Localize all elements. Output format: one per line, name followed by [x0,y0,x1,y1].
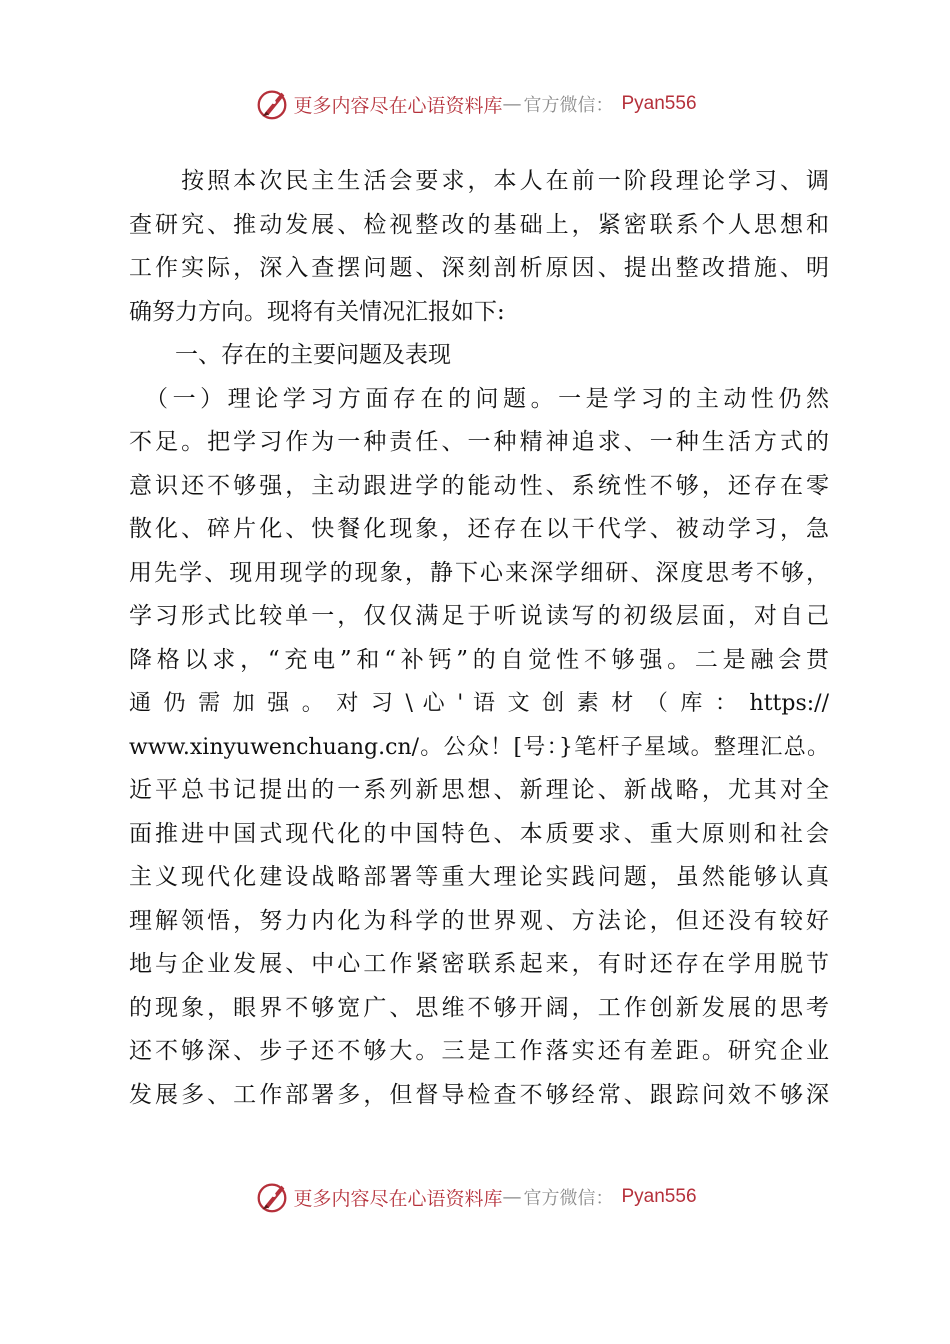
text-line: 按照本次民主生活会要求，本人在前一阶段理论学习、调 [129,168,829,194]
watermark-wechat-id: Pyan556 [621,1186,697,1207]
text-line: 工作实际，深入查摆问题、深刻剖析原因、提出整改措施、明 [129,255,829,281]
text-line: 学习形式比较单一，仅仅满足于听说读写的初级层面，对自己 [129,603,829,629]
section-heading: 一、存在的主要问题及表现 [129,342,451,368]
watermark-wechat-id: Pyan556 [621,93,697,114]
watermark-wechat-label: 官方微信： [523,95,614,116]
quill-pen-logo-icon [253,1178,291,1216]
watermark-dash: — [502,93,522,115]
text-line-url: www.xinyuwenchuang.cn/。公众！[号：}笔杆子星域。整理汇总。 [129,734,829,760]
text-line: 的现象，眼界不够宽广、思维不够开阔，工作创新发展的思考 [129,994,829,1021]
text-line: 主义现代化建设战略部署等重大理论实践问题，虽然能够认真 [129,864,829,890]
quill-pen-logo-icon [253,85,291,123]
text-line: 用先学、现用现学的现象，静下心来深学细研、深度思考不够， [129,559,829,586]
text-line: 降格以求，“充电”和“补钙”的自觉性不够强。二是融会贯 [129,646,829,673]
text-line: 确努力方向。现将有关情况汇报如下: [129,298,505,325]
document-body [129,160,829,1117]
text-line: 查研究、推动发展、检视整改的基础上，紧密联系个人思想和 [129,211,829,238]
text-line: 面推进中国式现代化的中国特色、本质要求、重大原则和社会 [129,820,829,847]
watermark-brand-text: 更多内容尽在心语资料库 [293,1187,503,1210]
text-line: 不足。把学习作为一种责任、一种精神追求、一种生活方式的 [129,429,829,455]
watermark-wechat-label: 官方微信： [523,1188,614,1209]
text-line: 发展多、工作部署多，但督导检查不够经常、跟踪问效不够深 [129,1081,829,1108]
watermark-brand-text: 更多内容尽在心语资料库 [293,94,503,117]
text-line: 理解领悟，努力内化为科学的世界观、方法论，但还没有较好 [129,907,829,934]
footer-watermark-banner [0,1177,950,1217]
text-line-spaced: 通 仍 需 加 强 。 对 习 \ 心 ' 语 文 创 素 材 （ 库 ： https:// [129,691,829,716]
text-line: 地与企业发展、中心工作紧密联系起来，有时还存在学用脱节 [129,951,829,977]
text-line: 散化、碎片化、快餐化现象，还存在以干代学、被动学习，急 [129,516,829,542]
text-line: 意识还不够强，主动跟进学的能动性、系统性不够，还存在零 [129,472,829,499]
text-line: （一）理论学习方面存在的问题。一是学习的主动性仍然 [129,385,829,412]
header-watermark-banner [0,84,950,124]
watermark-dash: — [502,1186,522,1208]
text-line: 近平总书记提出的一系列新思想、新理论、新战略，尤其对全 [129,777,829,803]
text-line: 还不够深、步子还不够大。三是工作落实还有差距。研究企业 [129,1038,829,1064]
